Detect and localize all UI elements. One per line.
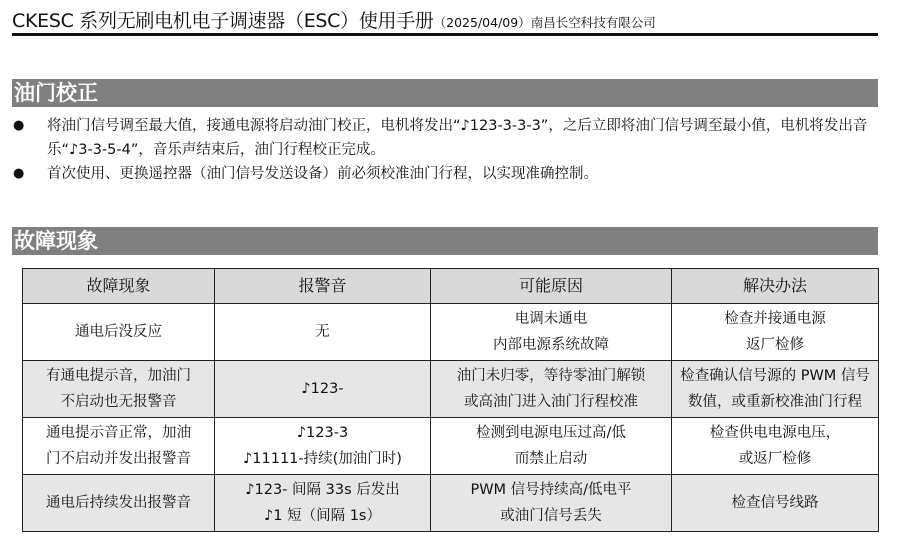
cell-line: 数值，或重新校准油门行程 xyxy=(688,394,862,410)
bullet-dot-icon: ● xyxy=(13,166,25,181)
cell-line: ♪123-3 xyxy=(296,425,349,441)
throttle-bullet-list xyxy=(12,114,880,186)
cell-line: PWM 信号持续高/低电平 xyxy=(470,482,632,498)
alarm-cell xyxy=(215,475,431,532)
cell-line: 检查确认信号源的 PWM 信号 xyxy=(680,368,870,384)
symptom-cell xyxy=(23,418,215,475)
column-header-symptom: 故障现象 xyxy=(23,269,215,304)
cause-cell xyxy=(431,304,672,361)
cell-line: 不启动也无报警音 xyxy=(60,394,177,410)
cell-line: 或高油门进入油门行程校准 xyxy=(464,394,638,410)
table-row xyxy=(23,418,879,475)
cell-line: 而禁止启动 xyxy=(514,451,588,467)
cell-line: 或油门信号丢失 xyxy=(500,508,602,524)
alarm-cell xyxy=(215,361,431,418)
cause-cell xyxy=(431,418,672,475)
fault-table xyxy=(22,268,879,532)
symptom-cell xyxy=(23,475,215,532)
symptom-cell xyxy=(23,361,215,418)
cell-line: 无 xyxy=(315,324,330,340)
cell-line: ♪11111-持续(加油门时) xyxy=(243,451,402,467)
cell-line: 油门未归零，等待零油门解锁 xyxy=(456,368,646,384)
solution-cell xyxy=(672,304,879,361)
alarm-cell xyxy=(215,418,431,475)
bullet-item xyxy=(12,114,880,162)
table-row xyxy=(23,475,879,532)
table-row xyxy=(23,361,879,418)
cell-line: ♪123- xyxy=(301,381,344,397)
symptom-cell xyxy=(23,304,215,361)
table-row xyxy=(23,304,879,361)
cell-line: 门不启动并发出报警音 xyxy=(46,451,191,467)
cell-line: 或返厂检修 xyxy=(738,451,812,467)
cell-line: 有通电提示音，加油门 xyxy=(46,368,191,384)
cell-line: 通电后持续发出报警音 xyxy=(46,495,191,511)
column-header-cause: 可能原因 xyxy=(431,269,672,304)
cause-cell xyxy=(431,361,672,418)
solution-cell xyxy=(672,361,879,418)
solution-cell xyxy=(672,475,879,532)
bullet-dot-icon: ● xyxy=(13,118,25,133)
bullet-text: 首次使用、更换遥控器（油门信号发送设备）前必须校准油门行程，以实现准确控制。 xyxy=(47,166,598,182)
bullet-item xyxy=(12,162,880,186)
cell-line: 检查并接通电源 xyxy=(724,311,826,327)
cell-line: ♪1 短（间隔 1s） xyxy=(264,508,381,524)
cell-line: 电调未通电 xyxy=(514,311,588,327)
document-title: CKESC 系列无刷电机电子调速器（ESC）使用手册 xyxy=(12,10,434,32)
bullet-text: 将油门信号调至最大值，接通电源将启动油门校正，电机将发出“♪123-3-3-3”，之后立即将油门信号调至最小值，电机将发出音乐“♪3-3-5-4”，音乐声结束后，油门行程校正完成。 xyxy=(47,118,868,158)
cell-line: 通电提示音正常，加油 xyxy=(46,425,191,441)
cause-cell xyxy=(431,475,672,532)
column-header-alarm: 报警音 xyxy=(215,269,431,304)
cell-line: 内部电源系统故障 xyxy=(493,337,609,353)
section-heading-fault: 故障现象 xyxy=(12,227,878,255)
document-date: （2025/04/09） xyxy=(433,15,531,30)
cell-line: ♪123- 间隔 33s 后发出 xyxy=(245,482,400,498)
company-name: 南昌长空科技有限公司 xyxy=(530,15,656,30)
alarm-cell xyxy=(215,304,431,361)
cell-line: 通电后没反应 xyxy=(75,324,162,340)
section-heading-throttle: 油门校正 xyxy=(12,79,878,107)
solution-cell xyxy=(672,418,879,475)
column-header-solution: 解决办法 xyxy=(672,269,879,304)
cell-line: 检测到电源电压过高/低 xyxy=(476,425,626,441)
table-header-row xyxy=(23,269,879,304)
cell-line: 检查信号线路 xyxy=(731,495,819,511)
cell-line: 返厂检修 xyxy=(746,337,804,353)
document-header xyxy=(12,6,878,36)
cell-line: 检查供电电源电压， xyxy=(709,425,841,441)
